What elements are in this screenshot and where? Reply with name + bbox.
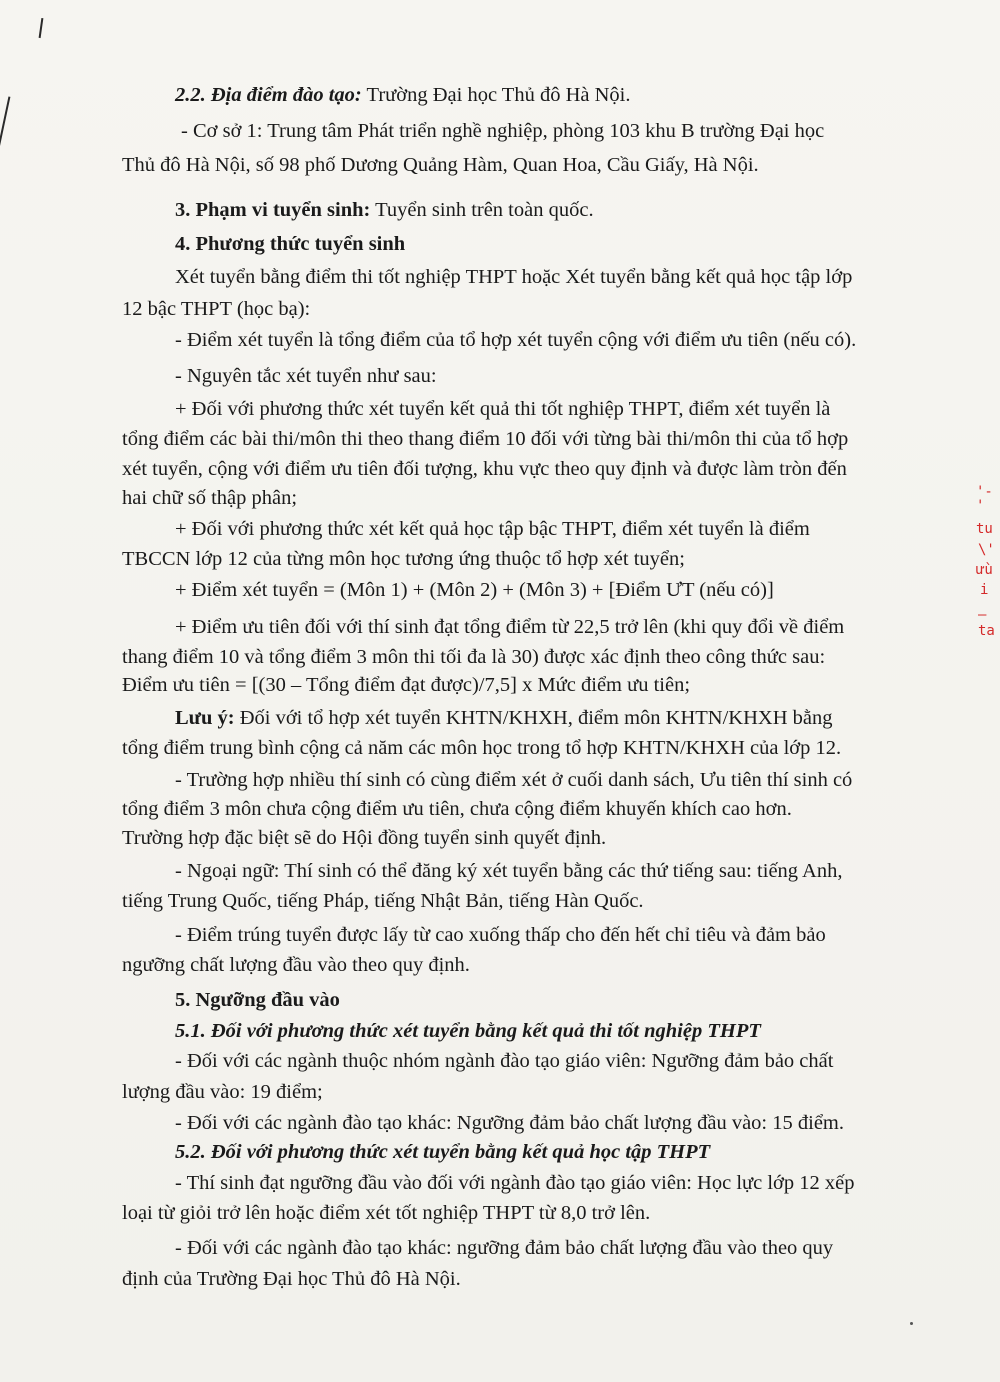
paragraph-line: Thủ đô Hà Nội, số 98 phố Dương Quảng Hàm, Quan Hoa, Cầu Giấy, Hà Nội. bbox=[122, 154, 759, 176]
section-3-scope bbox=[175, 197, 594, 223]
section-4-heading: 4. Phương thức tuyển sinh bbox=[175, 233, 406, 255]
paragraph-line: lượng đầu vào: 19 điểm; bbox=[122, 1081, 323, 1103]
red-margin-mark: i bbox=[980, 582, 989, 598]
paragraph-line: + Đối với phương thức xét kết quả học tập bậc THPT, điểm xét tuyển là điểm bbox=[175, 518, 810, 540]
paragraph-line: - Điểm trúng tuyển được lấy từ cao xuống thấp cho đến hết chỉ tiêu và đảm bảo bbox=[175, 924, 826, 946]
section-3-label: 3. Phạm vi tuyển sinh: bbox=[175, 199, 371, 221]
section-5-1-heading: 5.1. Đối với phương thức xét tuyển bằng kết quả thi tốt nghiệp THPT bbox=[175, 1020, 761, 1042]
section-3-text: Tuyển sinh trên toàn quốc. bbox=[370, 199, 594, 221]
paragraph-line: - Nguyên tắc xét tuyển như sau: bbox=[175, 365, 437, 387]
red-margin-mark: — bbox=[978, 607, 987, 623]
paragraph-line: + Đối với phương thức xét tuyển kết quả thi tốt nghiệp THPT, điểm xét tuyển là bbox=[175, 398, 831, 420]
section-2-2-location bbox=[175, 82, 630, 108]
section-2-2-label: 2.2. Địa điểm đào tạo: bbox=[175, 84, 362, 106]
paragraph-line: - Đối với các ngành thuộc nhóm ngành đào tạo giáo viên: Ngưỡng đảm bảo chất bbox=[175, 1050, 834, 1072]
paragraph-line: - Thí sinh đạt ngưỡng đầu vào đối với ngành đào tạo giáo viên: Học lực lớp 12 xếp bbox=[175, 1172, 855, 1194]
paragraph-line: xét tuyển, cộng với điểm ưu tiên đối tượng, khu vực theo quy định và được làm tròn đến bbox=[122, 458, 847, 480]
paragraph-line: - Ngoại ngữ: Thí sinh có thể đăng ký xét tuyển bằng các thứ tiếng sau: tiếng Anh, bbox=[175, 860, 843, 882]
paragraph-line: - Đối với các ngành đào tạo khác: ngưỡng đảm bảo chất lượng đầu vào theo quy bbox=[175, 1237, 834, 1259]
paragraph-line: - Cơ sở 1: Trung tâm Phát triển nghề nghiệp, phòng 103 khu B trường Đại học bbox=[181, 120, 825, 142]
paragraph-line: + Điểm ưu tiên đối với thí sinh đạt tổng điểm từ 22,5 trở lên (khi quy đổi về điểm bbox=[175, 616, 845, 638]
paragraph-line: tổng điểm 3 môn chưa cộng điểm ưu tiên, chưa cộng điểm khuyến khích cao hơn. bbox=[122, 798, 792, 820]
red-margin-mark: '-' bbox=[976, 484, 993, 514]
paragraph-line: - Trường hợp nhiều thí sinh có cùng điểm xét ở cuối danh sách, Ưu tiên thí sinh có bbox=[175, 769, 853, 791]
note-label: Lưu ý: bbox=[175, 707, 235, 729]
paragraph-line: TBCCN lớp 12 của từng môn học tương ứng thuộc tổ hợp xét tuyển; bbox=[122, 548, 685, 570]
paragraph-line: loại từ giỏi trở lên hoặc điểm xét tốt nghiệp THPT từ 8,0 trở lên. bbox=[122, 1202, 651, 1224]
section-2-2-text: Trường Đại học Thủ đô Hà Nội. bbox=[361, 84, 631, 106]
note-text: Đối với tổ hợp xét tuyển KHTN/KHXH, điểm môn KHTN/KHXH bằng bbox=[234, 707, 833, 729]
paragraph-line: tiếng Trung Quốc, tiếng Pháp, tiếng Nhật Bản, tiếng Hàn Quốc. bbox=[122, 890, 644, 912]
section-5-2-heading: 5.2. Đối với phương thức xét tuyển bằng kết quả học tập THPT bbox=[175, 1141, 711, 1163]
paragraph-line: Trường hợp đặc biệt sẽ do Hội đồng tuyển sinh quyết định. bbox=[122, 827, 607, 849]
scan-edge-line bbox=[0, 97, 10, 158]
paragraph-line: Xét tuyển bằng điểm thi tốt nghiệp THPT hoặc Xét tuyển bằng kết quả học tập lớp bbox=[175, 266, 853, 288]
paragraph-line: ngưỡng chất lượng đầu vào theo quy định. bbox=[122, 954, 470, 976]
note-paragraph bbox=[175, 705, 832, 731]
section-5-heading: 5. Ngưỡng đầu vào bbox=[175, 989, 340, 1011]
red-margin-mark: ưù bbox=[976, 562, 993, 578]
red-margin-mark: ta bbox=[978, 623, 995, 639]
scan-edge-tick bbox=[39, 18, 43, 38]
paragraph-line: tổng điểm các bài thi/môn thi theo thang điểm 10 đối với từng bài thi/môn thi của tổ hợp bbox=[122, 428, 849, 450]
red-margin-mark: tu bbox=[976, 521, 993, 537]
red-margin-mark: \' bbox=[978, 542, 995, 558]
paragraph-line: tổng điểm trung bình cộng cả năm các môn học trong tổ hợp KHTN/KHXH của lớp 12. bbox=[122, 737, 842, 759]
paragraph-line: 12 bậc THPT (học bạ): bbox=[122, 298, 311, 320]
paragraph-line: - Điểm xét tuyển là tổng điểm của tổ hợp xét tuyển cộng với điểm ưu tiên (nếu có). bbox=[175, 329, 857, 351]
paragraph-line: thang điểm 10 và tổng điểm 3 môn thi tối đa là 30) được xác định theo công thức sau: bbox=[122, 646, 826, 668]
paragraph-line: hai chữ số thập phân; bbox=[122, 487, 298, 509]
formula-line: + Điểm xét tuyển = (Môn 1) + (Môn 2) + (Môn 3) + [Điểm ƯT (nếu có)] bbox=[175, 579, 774, 601]
paragraph-line: định của Trường Đại học Thủ đô Hà Nội. bbox=[122, 1268, 461, 1290]
formula-line: Điểm ưu tiên = [(30 – Tổng điểm đạt được)/7,5] x Mức điểm ưu tiên; bbox=[122, 674, 691, 696]
scan-dot bbox=[910, 1322, 913, 1325]
paragraph-line: - Đối với các ngành đào tạo khác: Ngưỡng đảm bảo chất lượng đầu vào: 15 điểm. bbox=[175, 1112, 844, 1134]
